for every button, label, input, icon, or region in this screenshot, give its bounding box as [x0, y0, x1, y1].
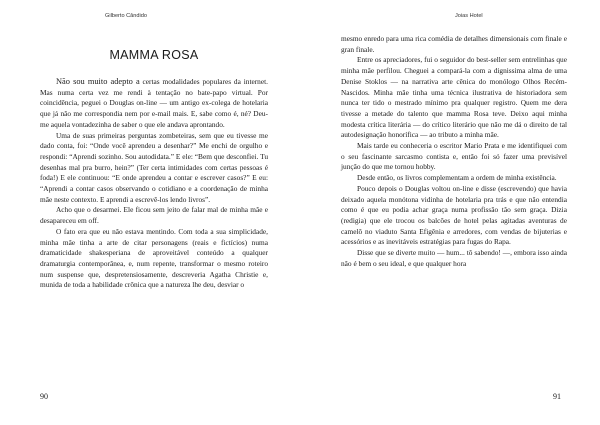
left-body-text: [40, 77, 268, 291]
continuation-paragraph: mesmo enredo para uma rica comédia de detalhes dimensionais com finale e gran finale.: [341, 34, 567, 54]
paragraph-6: Mais tarde eu conheceria o escritor Mario Prata e me identifiquei com o seu fascinante sarcasmo contista e, então foi só fazer uma previsível junção do que me tornou hobby.: [341, 141, 567, 172]
paragraph-5: Entre os apreciadores, fui o seguidor do best-seller sem entrelinhas que minha mãe perfilou. Cheguei a compará-la com a dignissima alma de uma Denise Stoklos — na narrativa arte cênica do monólogo Olhos Recém-Nascidos. Minha mãe tinha uma técnica ilustrativa de historiadora sem nunca ter tido o mestrado mínimo pra qualquer registro. Quem me dera tivesse a metade do talento que mamma Rosa teve. Deixo aqui minha modesta crítica literária — do crítico literário que não me dá o direito de tal autodesignação honorífica — ao tributo a minha mãe.: [341, 55, 567, 140]
paragraph-4: O fato era que eu não estava mentindo. Com toda a sua simplicidade, minha mãe tinha a arte de citar personagens (reais e fictícios) numa dramaticidade shakesperiana de aproveitável conteúdo a qualquer dramaturgia contemporânea, e, num repente, transformar o mesmo roteiro num suspense que, despretensiosamente, descreveria Agatha Christie e, munida de toda a habilidade crônica que a natureza lhe deu, desviar o: [40, 226, 268, 290]
running-head-author: Gilberto Cândido: [105, 13, 147, 19]
running-head-book-title: Joias Hotel: [455, 13, 483, 19]
lead-in: Não sou muito adepto a: [56, 77, 140, 86]
page-number-left: 90: [40, 392, 48, 401]
paragraph-9: Disse que se diverte muito — hum... tô sabendo! —, embora isso ainda não é bem o seu ideal, e que qualquer hora: [341, 248, 567, 268]
right-body-text: [341, 34, 567, 269]
paragraph-3: Acho que o desarmei. Ele ficou sem jeito de falar mal de minha mãe e desapareceu em off.: [40, 205, 268, 226]
paragraph-8: Pouco depois o Douglas voltou on-line e disse (escrevendo) que havia deixado aquela monótona vidinha de hotelaria pra trás e que não entendia como é que eu podia achar graça numa profissão tão sem graça. Dizia (redigia) que ele trocou os balcões de hotel pelas agitadas aventuras de camelô no viaduto Santa Efigênia e arredores, com vendas de bijuterias e acessórios e as inevitáveis estratégias para fugas do Rapa.: [341, 183, 567, 247]
right-page: [300, 0, 600, 425]
chapter-title: MAMMA ROSA: [109, 48, 199, 62]
page-number-right: 91: [553, 392, 561, 401]
paragraph-2: Uma de suas primeiras perguntas zombeteiras, sem que eu tivesse me dado conta, foi: “Onde você aprendeu a desenhar?” Me enchi de orgulho e respondi: “Aprendi sozinho. Sou autodidata.” E ele: “Bem que desconfiei. Tu desenhas mal pra burro, hein?” (Ter certa intimidades com certas pessoas é foda!) E ele continuou: “E onde aprendeu a contar e escrever casos?” E eu: “Aprendi a contar casos observando o cotidiano e a coordenação de minha mãe neste contexto. E aprendi a escrevê-los lendo livros”.: [40, 130, 268, 204]
paragraph-1: [40, 77, 268, 131]
paragraph-7: Desde então, os livros complementam a ordem de minha existência.: [357, 173, 557, 183]
paragraph-1-text: certas modalidades populares da internet. Mas numa certa vez me rendi à tentação no bate-papo virtual. Por coincidência, peguei o Douglas on-line — um antigo ex-colega de hotelaria que já não me correspondia nem por e-mail mais. E, sabe como é, né? Deu-me aquela vontadezinha de saber o que ele andava aprontando.: [40, 77, 268, 129]
